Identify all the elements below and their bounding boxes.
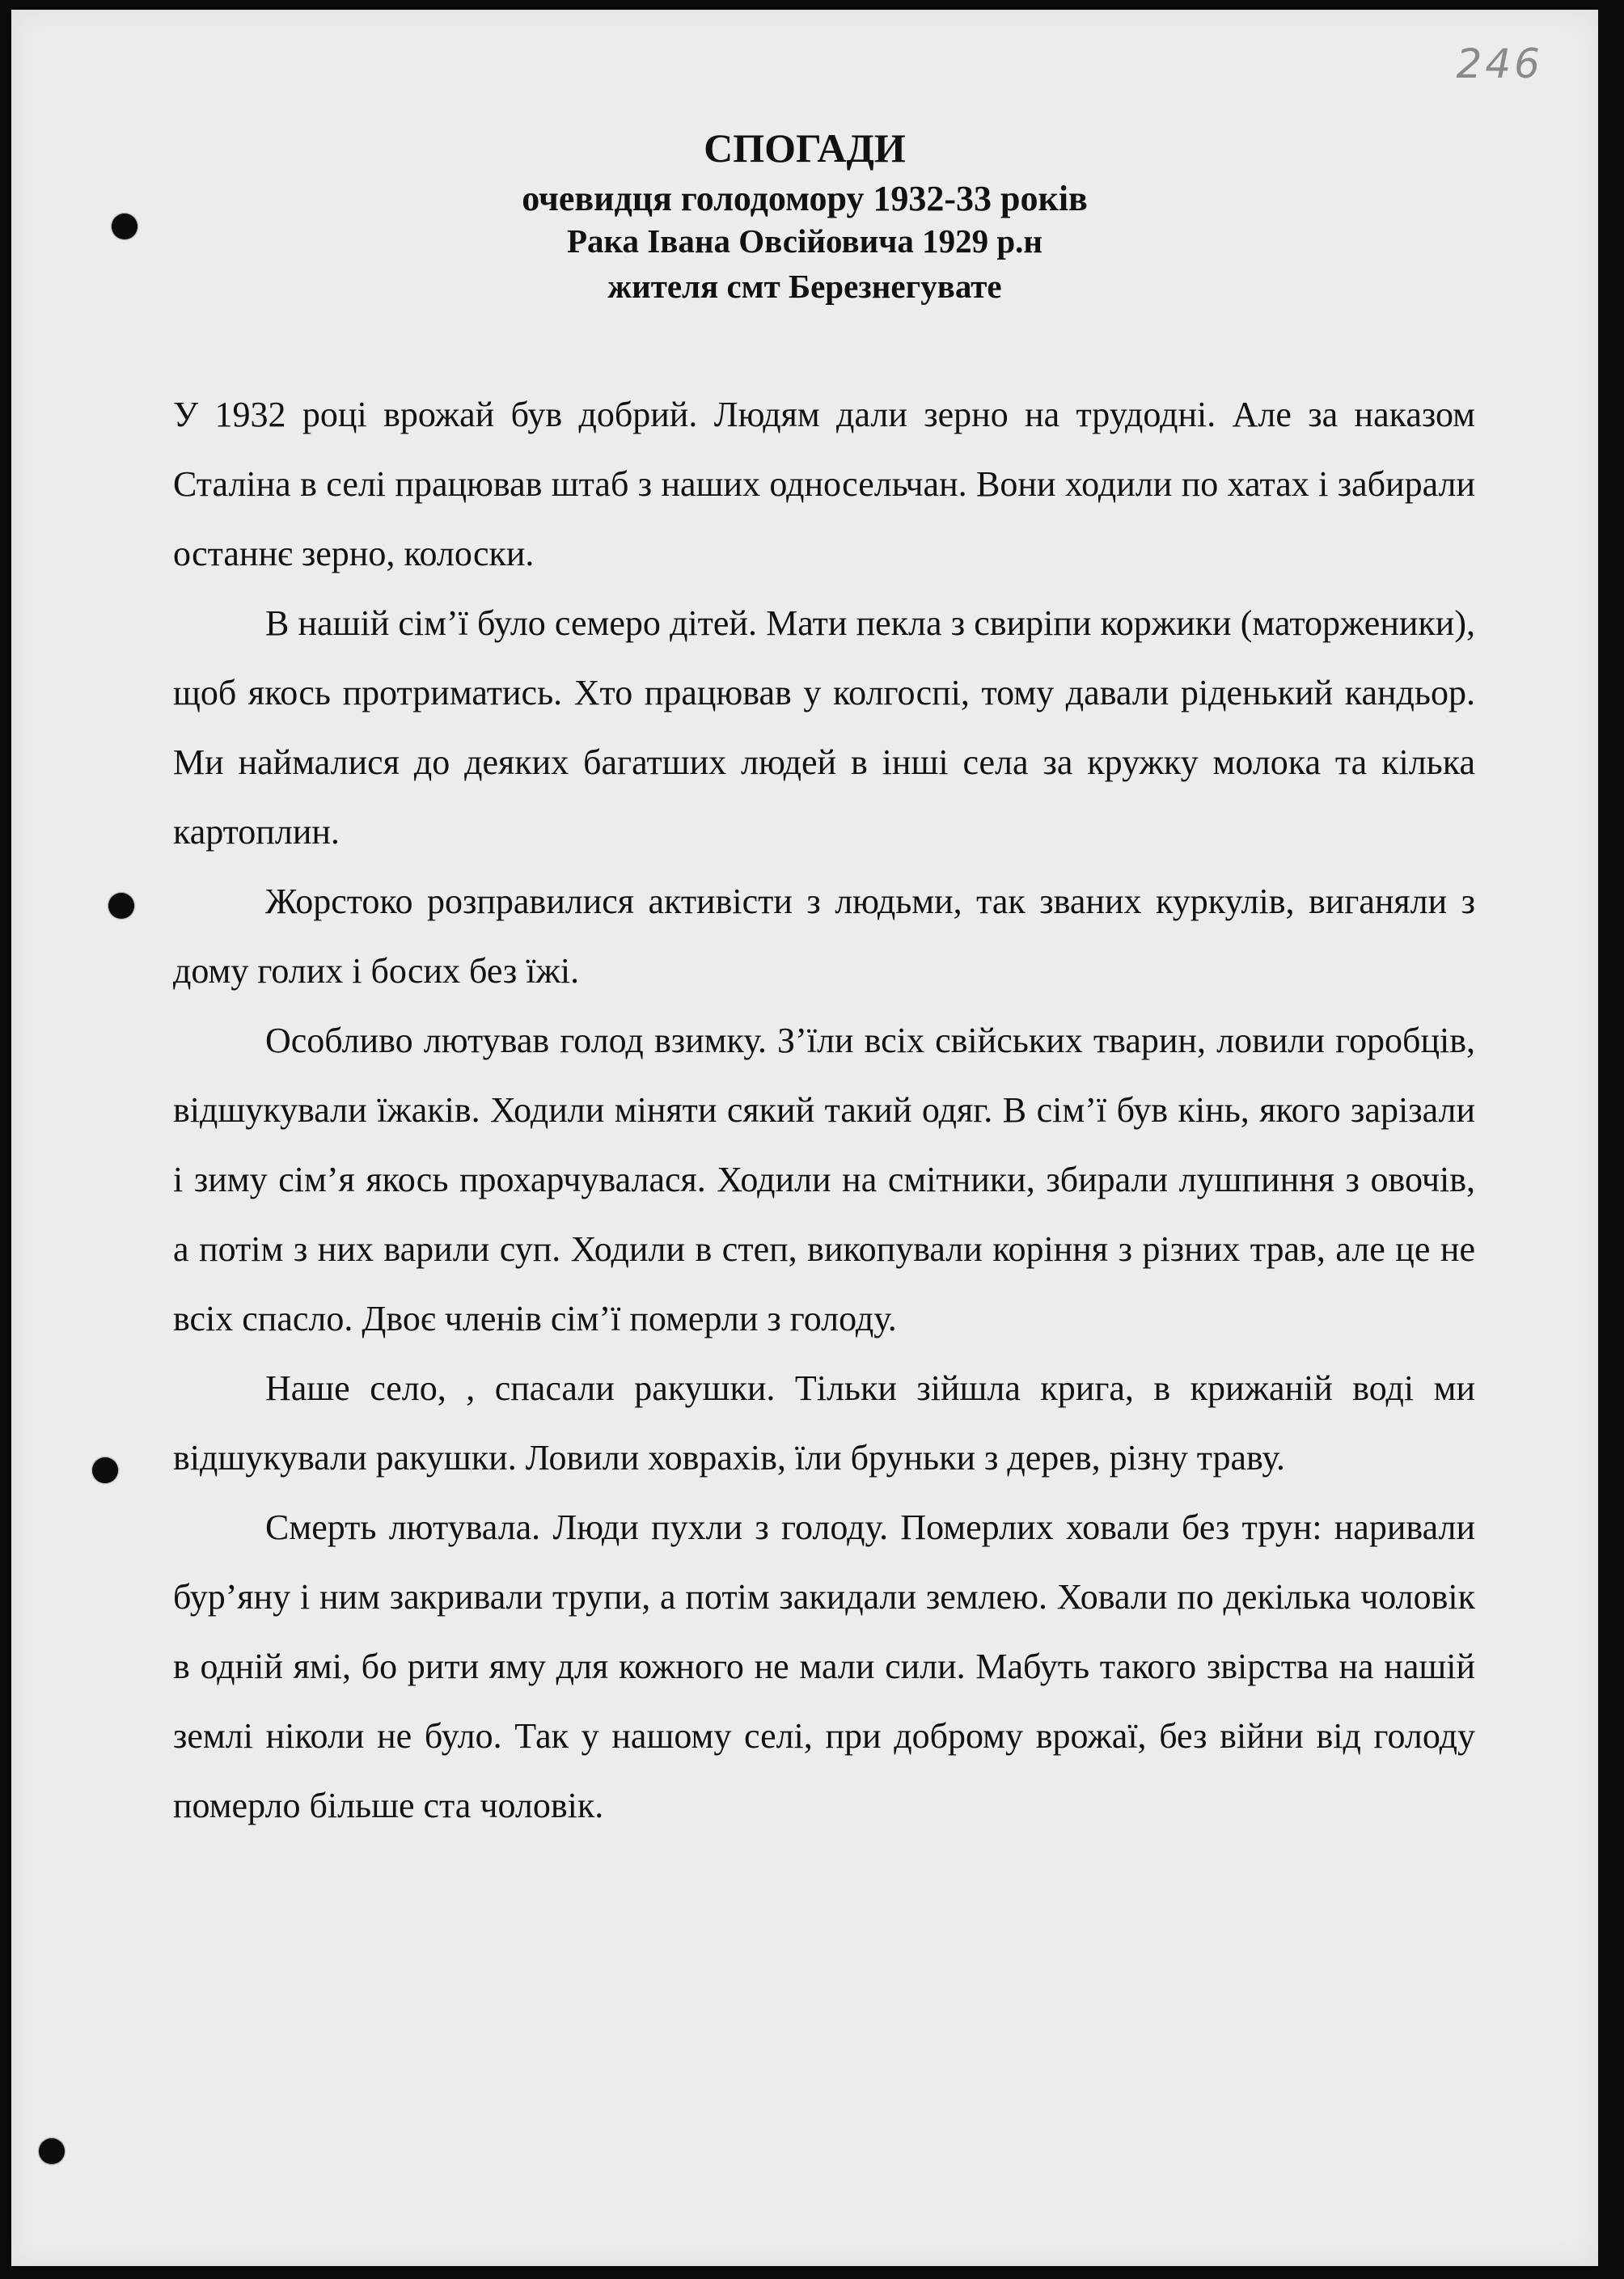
paragraph: Особливо лютував голод взимку. З’їли всіх свійських тварин, ловили горобців, відшукували їжаків. Ходили міняти сякий такий одяг. В сім’ї був кінь, якого зарізали і зиму сім’я якось прохарчувалася. Ходили на смітники, збирали лушпиння з овочів, а потім з них варили суп. Ходили в степ, викопували коріння з різних трав, але це не всіх спасло. Двоє членів сім’ї померли з голоду. — [173, 1021, 1475, 1338]
paragraph: В нашій сім’ї було семеро дітей. Мати пекла з свиріпи коржики (маторженики), щоб якось протриматись. Хто працював у колгоспі, тому давали ріденький кандьор. Ми наймалися до деяких багатших людей в інші села за кружку молока та кілька картоплин. — [173, 603, 1475, 852]
punch-hole — [92, 1457, 118, 1483]
paragraph: Смерть лютувала. Люди пухли з голоду. Померлих ховали без трун: наривали бур’яну і ним закривали трупи, а потім закидали землею. Ховали по декілька чоловік в одній ямі, бо рити яму для кожного не мали сили. Мабуть такого звірства на нашій землі ніколи не було. Так у нашому селі, при доброму врожаї, без війни від голоду померло більше ста чоловік. — [173, 1507, 1475, 1825]
punch-hole — [108, 893, 134, 919]
author-name: Рака Івана Овсійовича 1929 р.н — [566, 222, 1043, 260]
author-residence: жителя смт Березнегувате — [607, 268, 1002, 305]
paragraph: У 1932 році врожай був добрий. Людям дали зерно на трудодні. Але за наказом Сталіна в селі працював штаб з наших односельчан. Вони ходили по хатах і забирали останнє зерно, колоски. — [173, 395, 1475, 573]
document-page — [11, 10, 1598, 2266]
paragraph: Наше село, , спасали ракушки. Тільки зійшла крига, в крижаній воді ми відшукували ракушки. Ловили ховрахів, їли бруньки з дерев, різну траву. — [173, 1368, 1475, 1478]
testimony-body — [173, 380, 1475, 1841]
document-title: СПОГАДИ — [704, 125, 906, 171]
punch-hole — [39, 2138, 65, 2164]
paragraph: Жорстоко розправилися активісти з людьми, так званих куркулів, виганяли з дому голих і босих без їжі. — [173, 882, 1475, 991]
handwritten-page-number: 246 — [1456, 40, 1543, 87]
document-subtitle: очевидця голодомору 1932-33 років — [522, 179, 1088, 218]
